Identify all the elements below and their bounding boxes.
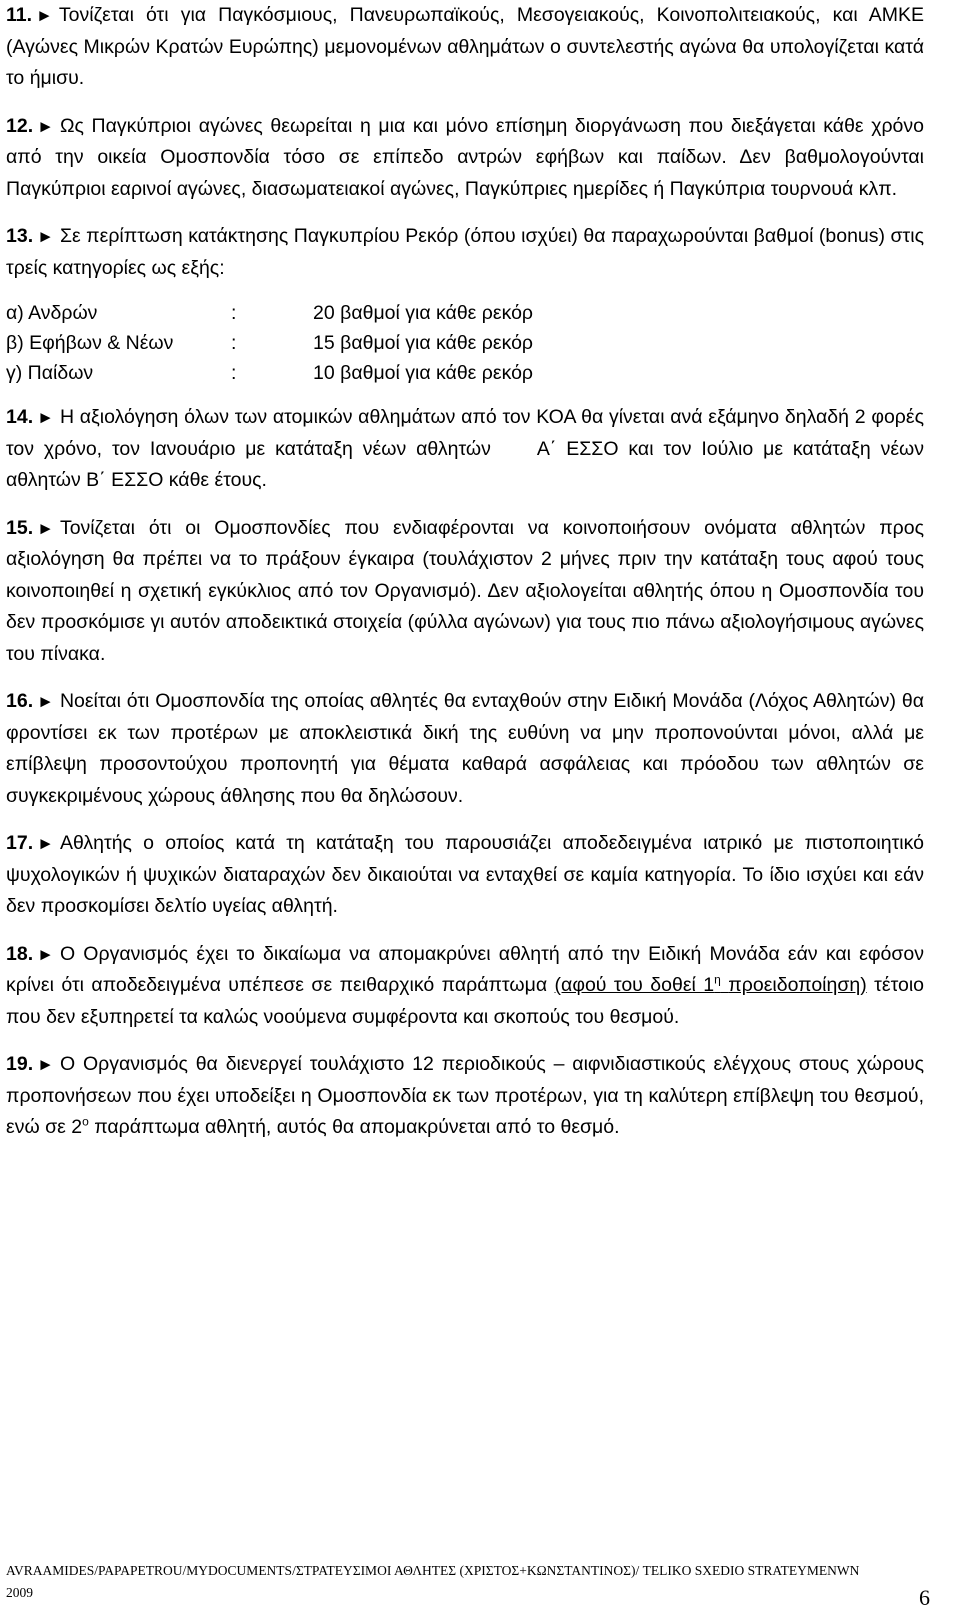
- category-points: 10 βαθμοί για κάθε ρεκόρ: [313, 362, 534, 384]
- arrow-icon: ►: [37, 692, 54, 711]
- category-colon: :: [231, 362, 237, 384]
- category-label: α) Ανδρών: [6, 302, 98, 324]
- arrow-icon: ►: [37, 1055, 54, 1074]
- underlined-text-a: (αφού του δοθεί 1: [554, 974, 715, 996]
- section-text-b: τέτοιο που δεν εξυπηρετεί τα καλώς νοούμενα συμφέροντα και σκοπούς του θεσμού.: [6, 974, 925, 1028]
- underlined-note: [555, 974, 867, 996]
- section-number: 14.: [6, 406, 34, 428]
- arrow-icon: ►: [37, 408, 54, 427]
- superscript: ο: [82, 1114, 89, 1129]
- section-16: [6, 686, 924, 812]
- section-text: Τονίζεται ότι οι Ομοσπονδίες που ενδιαφέρονται να κοινοποιήσουν ονόματα αθλητών προς αξιολόγηση θα πρέπει να το πράξουν έγκαιρα (τουλάχιστον 2 μήνες πριν την κατάταξη τους αφού τους κοινοποιηθεί η σχετική εγκύκλιος από τον Οργανισμό). Δεν αξιολογείται αθλητής όπου η Ομοσπονδία του δεν προσκόμισε γι αυτόν αποδεικτικά στοιχεία (φύλλα αγώνων) για τους πιο πάνω αξιολογήσιμους αγώνες του πίνακα.: [6, 516, 924, 665]
- section-number: 13.: [6, 225, 34, 247]
- arrow-icon: ►: [37, 116, 54, 136]
- section-number: 18.: [6, 942, 34, 965]
- arrow-icon: ►: [37, 834, 54, 853]
- section-12: [6, 111, 924, 206]
- section-text-b: παράπτωμα αθλητή, αυτός θα απομακρύνεται από το θεσμό.: [94, 1116, 620, 1138]
- category-points: 20 βαθμοί για κάθε ρεκόρ: [313, 302, 534, 324]
- section-text-a: Η αξιολόγηση όλων των ατομικών αθλημάτων από τον ΚΟΑ θα γίνεται ανά εξάμηνο δηλαδή 2 φορές τον χρόνο, τον Ιανουάριο με κατάταξη νέων αθλητών: [6, 406, 924, 460]
- arrow-icon: ►: [37, 227, 54, 246]
- underlined-text-b: προειδοποίηση): [728, 974, 867, 996]
- section-text-a: Ο Οργανισμός θα διενεργεί τουλάχιστο 12 περιοδικούς – αιφνιδιαστικούς ελέγχους στους χώρους προπονήσεων που έχει υποδείξει η Ομοσπονδία εκ των προτέρων, για τη καλύτερη επίβλεψη του θεσμού, ενώ σε 2: [6, 1053, 924, 1138]
- section-text: Ως Παγκύπριοι αγώνες θεωρείται η μια και μόνο επίσημη διοργάνωση που διεξάγεται κάθε χρόνο από την οικεία Ομοσπονδία τόσο σε επίπεδο αντρών εφήβων και παίδων. Δεν βαθμολογούνται Παγκύπριοι εαρινοί αγώνες, διασωματειακοί αγώνες, Παγκύπριες ημερίδες ή Παγκύπρια τουρνουά κλπ.: [6, 114, 924, 200]
- section-number: 16.: [6, 690, 34, 712]
- superscript: η: [714, 972, 721, 987]
- arrow-icon: ►: [37, 944, 54, 964]
- section-number: 17.: [6, 832, 34, 854]
- section-text: Αθλητής ο οποίος κατά τη κατάταξη του παρουσιάζει αποδεδειγμένα ιατρικό με πιστοποιητικό ψυχολογικών ή ψυχικών διαταραχών δεν δικαιούται να ενταχθεί σε καμία κατηγορία. Το ίδιο ισχύει και εάν δεν προσκομίσει δελτίο υγείας αθλητή.: [6, 832, 924, 917]
- section-number: 15.: [6, 516, 34, 539]
- section-text: Νοείται ότι Ομοσπονδία της οποίας αθλητές θα ενταχθούν στην Ειδική Μονάδα (Λόχος Αθλητών) θα φροντίσει εκ των προτέρων με αποκλειστικά δική της ευθύνη να μην προπονούνται μόνοι, αλλά με επίβλεψη προσοντούχου προπονητή για θέματα καθαρά ασφάλειας και πρόοδου των αθλητών σε συγκεκριμένους χώρους άθλησης που θα δηλώσουν.: [6, 690, 924, 807]
- category-points: 15 βαθμοί για κάθε ρεκόρ: [313, 332, 534, 354]
- section-15: [6, 513, 924, 671]
- section-13: [6, 221, 924, 284]
- table-row: [6, 298, 924, 328]
- section-number: 12.: [6, 114, 34, 137]
- section-11: [6, 0, 924, 95]
- record-bonus-table: [6, 298, 924, 388]
- category-colon: :: [231, 302, 237, 324]
- category-colon: :: [231, 332, 237, 354]
- section-14: [6, 402, 924, 497]
- table-row: [6, 328, 924, 358]
- arrow-icon: ►: [36, 6, 53, 25]
- section-number: 11.: [6, 4, 33, 26]
- section-text: Σε περίπτωση κατάκτησης Παγκυπρίου Ρεκόρ (όπου ισχύει) θα παραχωρούνται βαθμοί (bonus) στις τρείς κατηγορίες ως εξής:: [6, 225, 924, 279]
- category-label: β) Εφήβων & Νέων: [6, 332, 174, 354]
- section-18: [6, 939, 924, 1034]
- category-label: γ) Παίδων: [6, 362, 94, 384]
- section-17: [6, 828, 924, 923]
- footer-path: AVRAAMIDES/PAPAPETROU/MYDOCUMENTS/ΣΤΡΑΤΕΥΣΙΜΟΙ ΑΘΛΗΤΕΣ (ΧΡΙΣΤΟΣ+ΚΩΝΣΤΑΝΤΙΝΟΣ)/ TELIKO SXEDIO STRATEYMENWN 2009: [6, 1563, 860, 1600]
- section-19: [6, 1049, 924, 1144]
- section-text-a: Ο Οργανισμός έχει το δικαίωμα να απομακρύνει αθλητή από την Ειδική Μονάδα εάν και εφόσον κρίνει ότι αποδεδειγμένα υπέπεσε σε πειθαρχικό παράπτωμα: [6, 942, 924, 996]
- document-body: [6, 0, 924, 1160]
- section-number: 19.: [6, 1053, 34, 1075]
- arrow-icon: ►: [37, 518, 54, 538]
- section-text: Τονίζεται ότι για Παγκόσμιους, Πανευρωπαϊκούς, Μεσογειακούς, Κοινοπολιτειακούς, και ΑΜΚΕ (Αγώνες Μικρών Κρατών Ευρώπης) μεμονομένων αθλημάτων ο συντελεστής αγώνα θα υπολογίζεται κατά το ήμισυ.: [6, 4, 924, 89]
- section-text-b: Α΄ ΕΣΣΟ και τον Ιούλιο με κατάταξη νέων αθλητών Β΄ ΕΣΣΟ κάθε έτους.: [6, 437, 924, 491]
- page-number: 6: [919, 1585, 930, 1610]
- table-row: [6, 358, 924, 388]
